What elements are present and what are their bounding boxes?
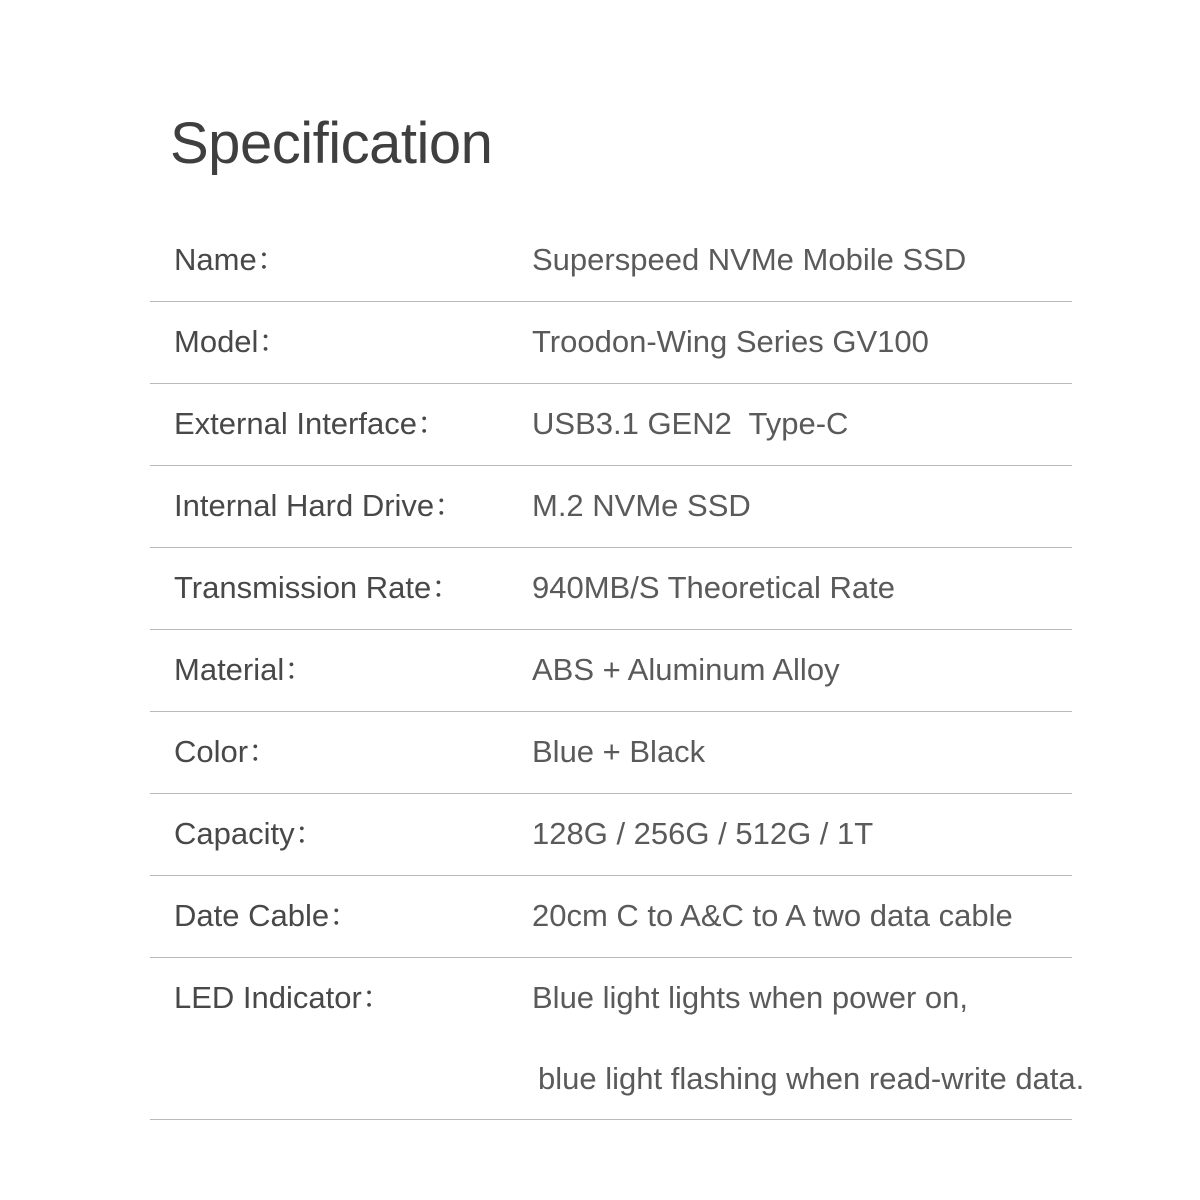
spec-row-model [150, 302, 1072, 384]
spec-label: Internal Hard Drive： [174, 488, 466, 523]
spec-value: Troodon-Wing Series GV100 [532, 324, 929, 359]
spec-row-internal-hard-drive [150, 466, 1072, 548]
spec-value: Blue + Black [532, 734, 706, 769]
spec-value: Superspeed NVMe Mobile SSD [532, 242, 967, 277]
spec-value: USB3.1 GEN2 Type-C [532, 406, 849, 441]
spec-label: Name： [174, 242, 288, 277]
spec-row-name [150, 220, 1072, 302]
spec-value-line2: blue light flashing when read-write data. [538, 1061, 1085, 1096]
spec-table [150, 220, 1085, 1120]
spec-label: External Interface： [174, 406, 448, 441]
spec-value: Blue light lights when power on, [532, 980, 968, 1015]
spec-label: LED Indicator： [174, 980, 393, 1015]
spec-value: 940MB/S Theoretical Rate [532, 570, 896, 605]
spec-row-transmission-rate [150, 548, 1072, 630]
spec-label: Material： [174, 652, 316, 687]
spec-label: Model： [174, 324, 290, 359]
spec-row-date-cable [150, 876, 1072, 958]
spec-value: M.2 NVMe SSD [532, 488, 751, 523]
spec-label: Date Cable： [174, 898, 361, 933]
spec-row-capacity [150, 794, 1072, 876]
spec-row-color [150, 712, 1072, 794]
spec-value: 20cm C to A&C to A two data cable [532, 898, 1013, 933]
page-title: Specification [170, 111, 493, 176]
spec-row-led-indicator [150, 958, 1085, 1120]
spec-value: ABS + Aluminum Alloy [532, 652, 840, 687]
spec-value: 128G / 256G / 512G / 1T [532, 816, 874, 851]
spec-label: Transmission Rate： [174, 570, 463, 605]
spec-label: Color： [174, 734, 280, 769]
spec-label: Capacity： [174, 816, 326, 851]
spec-row-material [150, 630, 1072, 712]
spec-row-external-interface [150, 384, 1072, 466]
